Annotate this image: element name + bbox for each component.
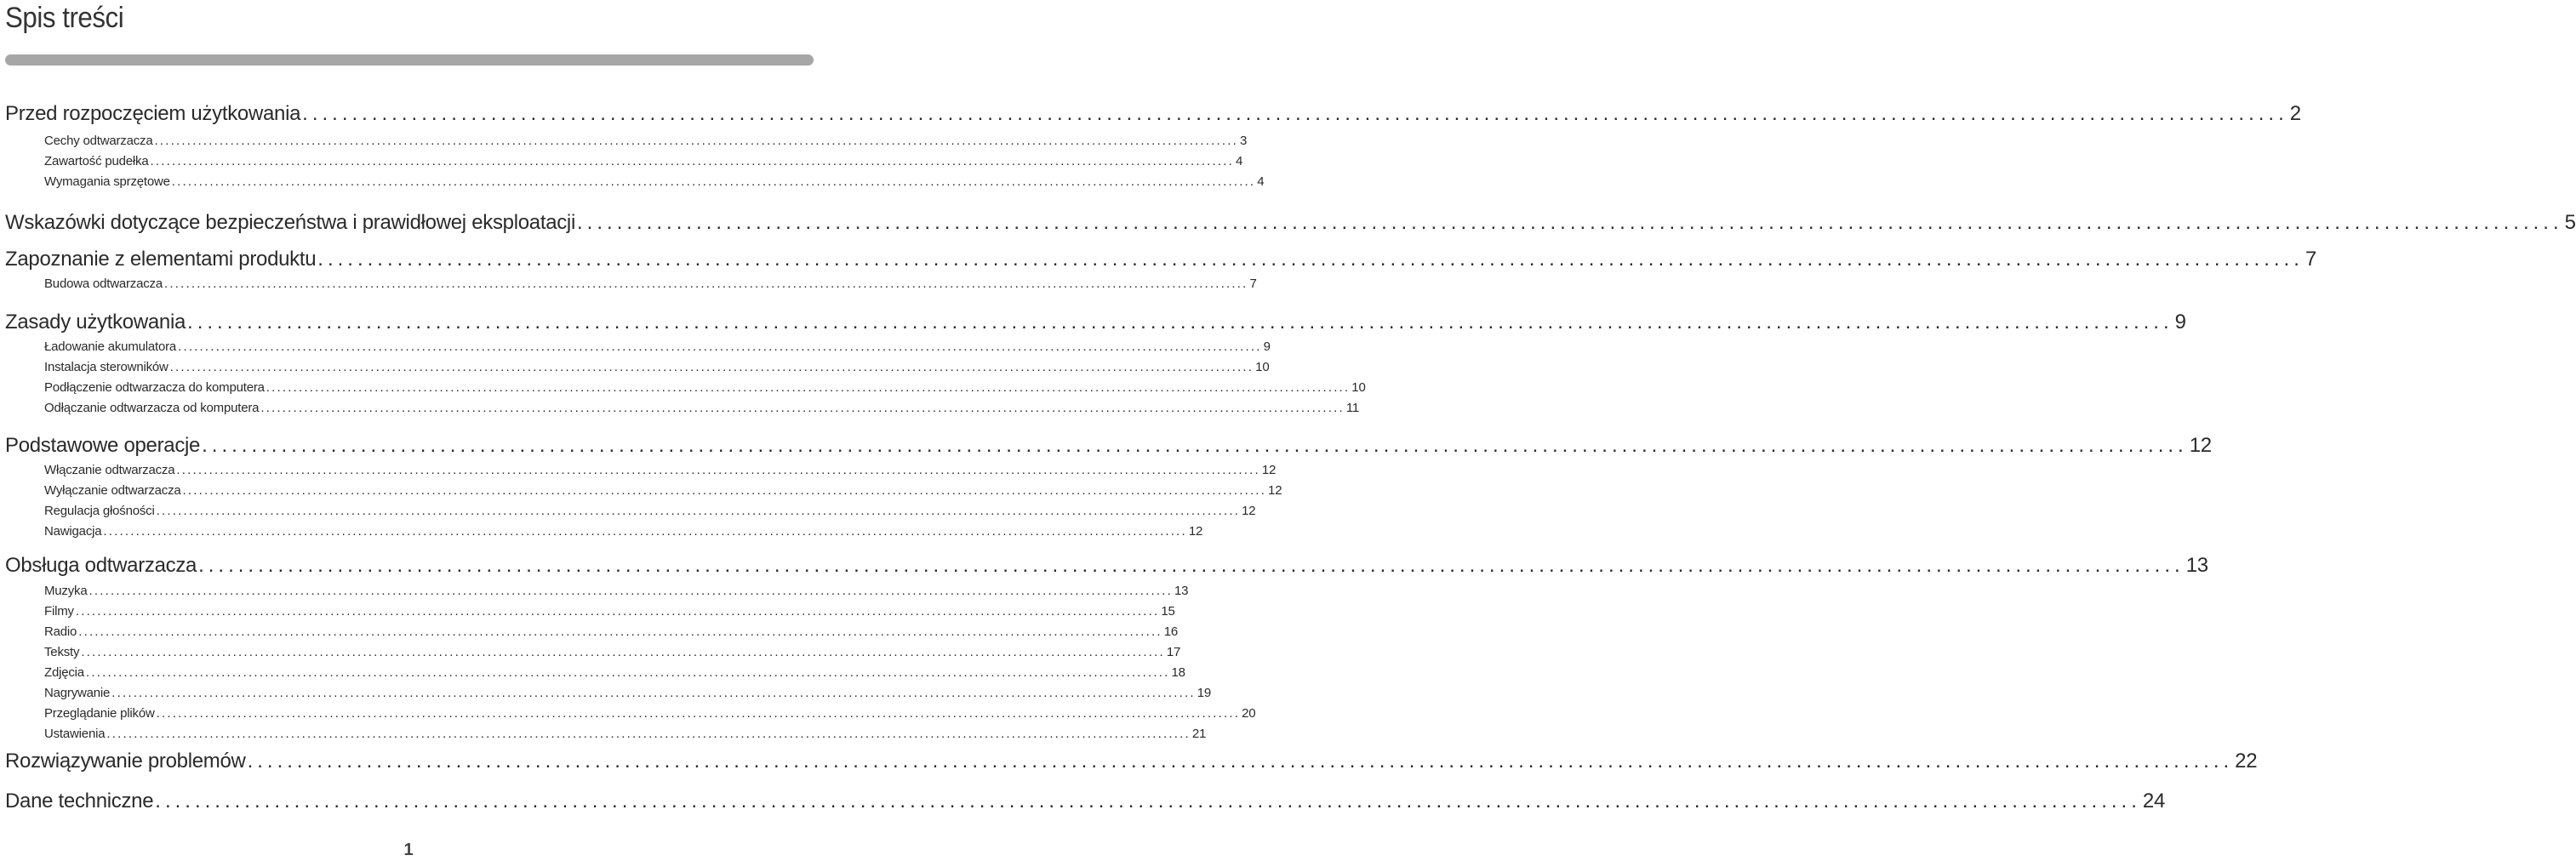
toc-dot-leader: ........................................................................................................................................................................................................ xyxy=(171,174,1256,189)
toc-dot-leader: ........................................................................................................................................................................................................ xyxy=(150,154,1234,168)
toc-section-entry[interactable] xyxy=(5,311,2186,334)
toc-entry-title: Rozwiązywanie problemów xyxy=(5,750,246,773)
toc-subsection-entry[interactable] xyxy=(44,504,1256,518)
toc-page-number: 3 xyxy=(1240,134,1248,148)
toc-dot-leader: ........................................................................................................................................................................................................ xyxy=(111,686,1196,700)
toc-entry-title: Podstawowe operacje xyxy=(5,434,201,457)
toc-dot-leader: ........................................................................................................................................................................................................ xyxy=(106,727,1191,741)
toc-dot-leader: ........................................................................................................................................................................................................ xyxy=(163,277,1248,291)
toc-section-entry[interactable] xyxy=(5,211,2576,235)
toc-entry-title: Ustawienia xyxy=(44,727,106,741)
toc-section-entry[interactable] xyxy=(5,434,2212,458)
toc-subsection-entry[interactable] xyxy=(44,360,1270,374)
toc-entry-title: Teksty xyxy=(44,645,80,659)
toc-entry-title: Radio xyxy=(44,624,77,639)
toc-entry-title: Filmy xyxy=(44,604,74,619)
toc-entry-title: Wyłączanie odtwarzacza xyxy=(44,483,181,498)
toc-dot-leader: ........................................................................................................................................................................................................ xyxy=(81,645,1165,659)
toc-dot-leader: ........................................................................................................................................................................................................ xyxy=(260,401,1345,415)
toc-page-number: 5 xyxy=(2564,211,2576,234)
toc-subsection-entry[interactable] xyxy=(44,686,1212,700)
toc-dot-leader: ........................................................................................................................................................................................................ xyxy=(317,248,2304,271)
toc-dot-leader: ........................................................................................................................................................................................................ xyxy=(247,750,2234,773)
toc-page-number: 12 xyxy=(1242,504,1256,518)
toc-page-number: 24 xyxy=(2142,790,2165,813)
toc-entry-title: Wskazówki dotyczące bezpieczeństwa i prawidłowej eksploatacji xyxy=(5,211,576,234)
toc-page-number: 17 xyxy=(1166,645,1181,659)
toc-page-number: 13 xyxy=(1174,584,1189,598)
toc-page-number: 12 xyxy=(1268,483,1282,498)
toc-page-number: 22 xyxy=(2235,750,2258,773)
toc-section-entry[interactable] xyxy=(5,790,2165,813)
toc-page-number: 19 xyxy=(1197,686,1212,700)
toc-entry-title: Przed rozpoczęciem użytkowania xyxy=(5,102,301,125)
toc-dot-leader: ........................................................................................................................................................................................................ xyxy=(178,339,1262,354)
toc-page-number: 18 xyxy=(1171,665,1185,680)
toc-entry-title: Dane techniczne xyxy=(5,790,154,813)
toc-entry-title: Zdjęcia xyxy=(44,665,84,680)
toc-dot-leader: ........................................................................................................................................................................................................ xyxy=(156,706,1241,721)
toc-page-number: 10 xyxy=(1351,380,1366,395)
toc-subsection-entry[interactable] xyxy=(44,727,1207,741)
toc-dot-leader: ........................................................................................................................................................................................................ xyxy=(202,434,2188,457)
toc-section-entry[interactable] xyxy=(5,750,2258,773)
toc-subsection-entry[interactable] xyxy=(44,604,1175,619)
toc-entry-title: Instalacja sterowników xyxy=(44,360,168,374)
toc-page-number: 9 xyxy=(1263,339,1271,354)
toc-page-number: 4 xyxy=(1236,154,1243,168)
toc-subsection-entry[interactable] xyxy=(44,624,1178,639)
toc-page-number: 2 xyxy=(2289,102,2301,125)
toc-dot-leader: ........................................................................................................................................................................................................ xyxy=(302,102,2288,125)
toc-dot-leader: ........................................................................................................................................................................................................ xyxy=(187,311,2173,334)
toc-subsection-entry[interactable] xyxy=(44,401,1359,415)
toc-dot-leader: ........................................................................................................................................................................................................ xyxy=(103,524,1187,539)
toc-dot-leader: ........................................................................................................................................................................................................ xyxy=(85,665,1170,680)
toc-entry-title: Nagrywanie xyxy=(44,686,111,700)
toc-entry-title: Regulacja głośności xyxy=(44,504,155,518)
toc-dot-leader: ........................................................................................................................................................................................................ xyxy=(182,483,1267,498)
toc-subsection-entry[interactable] xyxy=(44,277,1257,291)
toc-dot-leader: ........................................................................................................................................................................................................ xyxy=(577,211,2563,234)
toc-entry-title: Włączanie odtwarzacza xyxy=(44,463,175,477)
toc-subsection-entry[interactable] xyxy=(44,380,1366,395)
toc-subsection-entry[interactable] xyxy=(44,483,1282,498)
toc-subsection-entry[interactable] xyxy=(44,134,1248,148)
toc-entry-title: Wymagania sprzętowe xyxy=(44,174,170,189)
toc-entry-title: Obsługa odtwarzacza xyxy=(5,554,197,577)
page-title: Spis treści xyxy=(5,2,124,34)
toc-subsection-entry[interactable] xyxy=(44,339,1271,354)
toc-subsection-entry[interactable] xyxy=(44,463,1277,477)
toc-subsection-entry[interactable] xyxy=(44,154,1243,168)
toc-page-number: 16 xyxy=(1163,624,1178,639)
toc-entry-title: Zapoznanie z elementami produktu xyxy=(5,248,317,271)
toc-subsection-entry[interactable] xyxy=(44,645,1181,659)
toc-page-number: 12 xyxy=(1261,463,1277,477)
toc-dot-leader: ........................................................................................................................................................................................................ xyxy=(266,380,1351,395)
toc-page-number: 7 xyxy=(1249,277,1257,291)
toc-entry-title: Podłączenie odtwarzacza do komputera xyxy=(44,380,265,395)
toc-section-entry[interactable] xyxy=(5,554,2208,578)
toc-page-number: 12 xyxy=(2189,434,2212,457)
toc-dot-leader: ........................................................................................................................................................................................................ xyxy=(78,624,1162,639)
toc-dot-leader: ........................................................................................................................................................................................................ xyxy=(156,504,1241,518)
toc-entry-title: Przeglądanie plików xyxy=(44,706,155,721)
toc-page-number: 20 xyxy=(1242,706,1256,721)
toc-entry-title: Odłączanie odtwarzacza od komputera xyxy=(44,401,260,415)
toc-dot-leader: ........................................................................................................................................................................................................ xyxy=(89,584,1173,598)
toc-entry-title: Cechy odtwarzacza xyxy=(44,134,153,148)
toc-entry-title: Muzyka xyxy=(44,584,88,598)
toc-subsection-entry[interactable] xyxy=(44,584,1189,598)
toc-subsection-entry[interactable] xyxy=(44,174,1265,189)
toc-section-entry[interactable] xyxy=(5,102,2301,126)
toc-dot-leader: ........................................................................................................................................................................................................ xyxy=(75,604,1160,619)
toc-entry-title: Zasady użytkowania xyxy=(5,311,186,334)
toc-entry-title: Nawigacja xyxy=(44,524,102,539)
toc-page-number: 10 xyxy=(1255,360,1270,374)
toc-page-number: 4 xyxy=(1257,174,1265,189)
toc-entry-title: Budowa odtwarzacza xyxy=(44,277,163,291)
toc-page-number: 7 xyxy=(2305,248,2316,271)
toc-dot-leader: ........................................................................................................................................................................................................ xyxy=(154,134,1238,148)
page-number: 1 xyxy=(403,841,414,859)
toc-subsection-entry[interactable] xyxy=(44,524,1203,539)
toc-page-number: 15 xyxy=(1161,604,1175,619)
toc-subsection-entry[interactable] xyxy=(44,665,1185,680)
toc-page-number: 11 xyxy=(1345,401,1359,415)
toc-subsection-entry[interactable] xyxy=(44,706,1256,721)
toc-dot-leader: ........................................................................................................................................................................................................ xyxy=(176,463,1260,477)
toc-dot-leader: ........................................................................................................................................................................................................ xyxy=(198,554,2185,577)
toc-page-number: 21 xyxy=(1191,727,1207,741)
toc-section-entry[interactable] xyxy=(5,248,2316,271)
toc-dot-leader: ........................................................................................................................................................................................................ xyxy=(155,790,2141,813)
toc-entry-title: Ładowanie akumulatora xyxy=(44,339,177,354)
toc-entry-title: Zawartość pudełka xyxy=(44,154,149,168)
toc-page-number: 12 xyxy=(1188,524,1203,539)
toc-dot-leader: ........................................................................................................................................................................................................ xyxy=(169,360,1254,374)
toc-page-number: 13 xyxy=(2185,554,2208,577)
toc-page-number: 9 xyxy=(2174,311,2186,334)
